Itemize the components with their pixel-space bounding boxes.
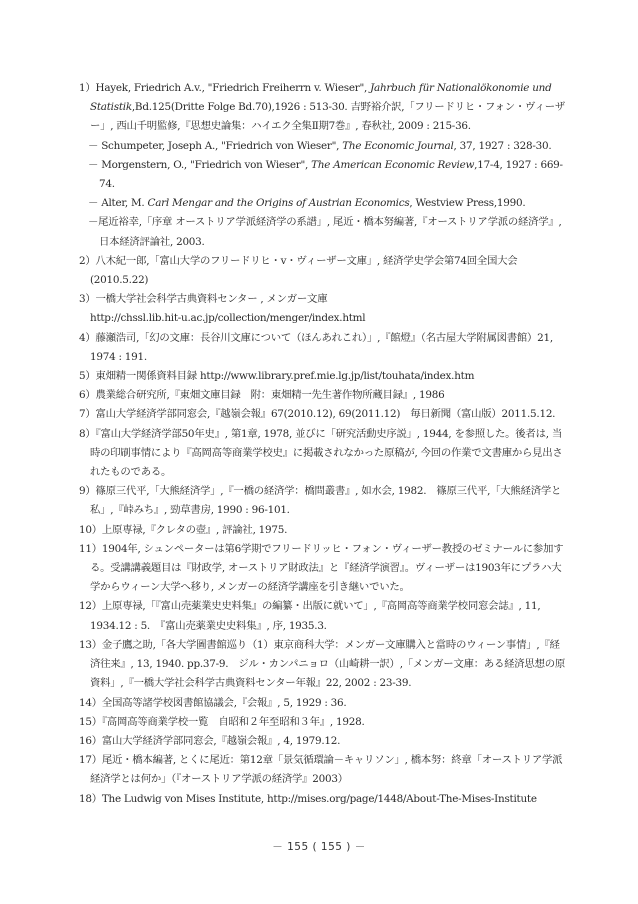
- italic-title: Jahrbuch für Nationalökonomie und Statistik: [90, 82, 552, 114]
- footnote-note-7: [79, 405, 568, 424]
- note-text: 17）尾近・橋本編著, とくに尾近：第12章「景気循環論－キャリソン」, 橋本努：終章「オーストリア学派経済学とは何か」（『オーストリア学派の経済学』2003）: [79, 754, 563, 786]
- note-text: 5）東畑精一関係資料目録 http://www.library.pref.mie.lg.jp/list/touhata/index.htm: [79, 370, 475, 383]
- note-text: 4）藤瀬浩司,「幻の文庫：長谷川文庫について（ほんあれこれ）」,『館燈』（名古屋大学附属図書館）21, 1974 : 191.: [79, 331, 553, 363]
- footnote-url[interactable]: http://chssl.lib.hit-u.ac.jp/collection/menger/index.html: [90, 312, 366, 325]
- italic-title: The American Economic Review: [311, 158, 475, 171]
- note-text: 3）一橋大学社会科学古典資料センター , メンガー文庫: [79, 293, 328, 306]
- footnote-note-8: [79, 425, 568, 483]
- footnote-note-6: [79, 386, 568, 405]
- footnote-note-16: [79, 732, 568, 751]
- note-text: － Morgenstern, O., "Friedrich von Wieser",: [88, 158, 312, 171]
- note-text: － Schumpeter, Joseph A., "Friedrich von Wieser",: [88, 139, 343, 152]
- sub-reference: [79, 156, 568, 194]
- footnote-note-15: [79, 713, 568, 732]
- note-text: ,17-4, 1927 : 669-74.: [99, 158, 563, 191]
- footnote-note-13: [79, 636, 568, 694]
- note-text: 7）富山大学経済学部同窓会,『越嶺会報』67(2010.12), 69(2011.12) 毎日新聞（富山版）2011.5.12.: [79, 408, 556, 421]
- note-text: 10）上原専禄,『クレタの壺』, 評論社, 1975.: [79, 523, 288, 536]
- footnote-note-3: [79, 290, 568, 309]
- note-text: － Alter, M.: [88, 197, 148, 210]
- footnote-note-18: [79, 790, 568, 809]
- note-text: ,Bd.125(Dritte Folge Bd.70),1926 : 513-30. 吉野裕介訳,「フリードリヒ・フォン・ヴィーザー」, 西山千明監修,『思想史論集：ハイエク全集Ⅱ期7巻』, 春秋社, 2009 : 215-36.: [90, 101, 565, 133]
- footnotes-list: [79, 79, 568, 809]
- note-text: , Westview Press,1990.: [409, 197, 526, 210]
- sub-reference: [79, 213, 568, 251]
- page-number: － 155 ( 155 ) －: [272, 841, 366, 853]
- footnote-note-9: [79, 482, 568, 520]
- note-text: 16）富山大学経済学部同窓会,『越嶺会報』, 4, 1979.12.: [79, 734, 341, 747]
- note-text: 2）八木紀一郎,「富山大学のフリードリヒ・v・ヴィーザー文庫」, 経済学史学会第74回全国大会(2010.5.22): [79, 254, 518, 287]
- footnote-note-12: [79, 597, 568, 635]
- note-text: 11）1904年, シュンペーターは第6学期でフリードリッヒ・フォン・ヴィーザー教授のゼミナールに参加する。受講講義題目は『財政学, オーストリア財政法』と『経済学演習』。ヴィーザーは1903年にプラハ大学からウィーン大学へ移り, メンガーの経済学講座を引き継いでいた。: [79, 542, 564, 594]
- note-text: , 37, 1927 : 328-30.: [453, 139, 552, 152]
- footnote-note-11: [79, 540, 568, 598]
- footnote-note-10: [79, 521, 568, 540]
- note-text: 8）『富山大学経済学部50年史』, 第1章, 1978, 並びに「研究活動史序説」, 1944, を参照した。後者は, 当時の印刷事情により『高岡高等商業学校史』に掲載されなかった原稿が, 今回の作業で文書庫から見出されたものである。: [79, 427, 563, 479]
- note-text: 1）Hayek, Friedrich A.v., "Friedrich Freiherrn v. Wieser",: [79, 82, 371, 94]
- note-text: 15）『高岡高等商業学校一覧 自昭和２年至昭和３年』, 1928.: [79, 715, 365, 728]
- note-text: 13）金子鷹之助,「各大学圖書館巡り（1）東京商科大学：メンガー文庫購入と當時のウィーン事情」,『経済往来』, 13, 1940. pp.37-9. ジル・カンパニョロ（山崎耕一訳）,「メンガー文庫：ある経済思想の原資料」,『一橋大学社会科学古典資料センター年報』22, 2002 : 23-39.: [79, 638, 565, 690]
- note-text: 9）篠原三代平,「大熊経済学」,『一橋の経済学：橋問叢書』, 如水会, 1982. 篠原三代平,「大熊経済学と私」,『峠みち』, 勁草書房, 1990 : 96-101.: [79, 485, 562, 517]
- italic-title: Carl Mengar and the Origins of Austrian Economics: [147, 197, 410, 210]
- sub-reference: [79, 194, 568, 213]
- footnote-note-2: [79, 252, 568, 290]
- footnote-note-14: [79, 694, 568, 713]
- footnote-note-4: [79, 329, 568, 367]
- note-text: 6）農業総合研究所,『東畑文庫目録 附：東畑精一先生著作物所蔵目録』, 1986: [79, 389, 445, 402]
- sub-reference: [79, 137, 568, 156]
- note-text: －尾近裕幸,「序章 オーストリア学派経済学の系譜」, 尾近・橋本努編著,『オーストリア学派の経済学』, 日本経済評論社, 2003.: [88, 216, 562, 248]
- footnote-note-5: [79, 367, 568, 386]
- footnote-note-17: [79, 751, 568, 789]
- note-text: 12）上原専禄,「『富山売薬業史史料集』の編纂・出版に就いて」,『高岡高等商業学校同窓会誌』, 11, 1934.12 : 5. 『富山売薬業史史料集』, 序, 1935.3.: [79, 600, 541, 632]
- note-text: 14）全国高等諸学校図書館協議会,『会報』, 5, 1929 : 36.: [79, 696, 347, 709]
- footnote-note-1: [79, 79, 568, 137]
- italic-title: The Economic Journal: [342, 139, 454, 152]
- note-text: 18）The Ludwig von Mises Institute, http://mises.org/page/1448/About-The-Mises-Institute: [79, 792, 537, 805]
